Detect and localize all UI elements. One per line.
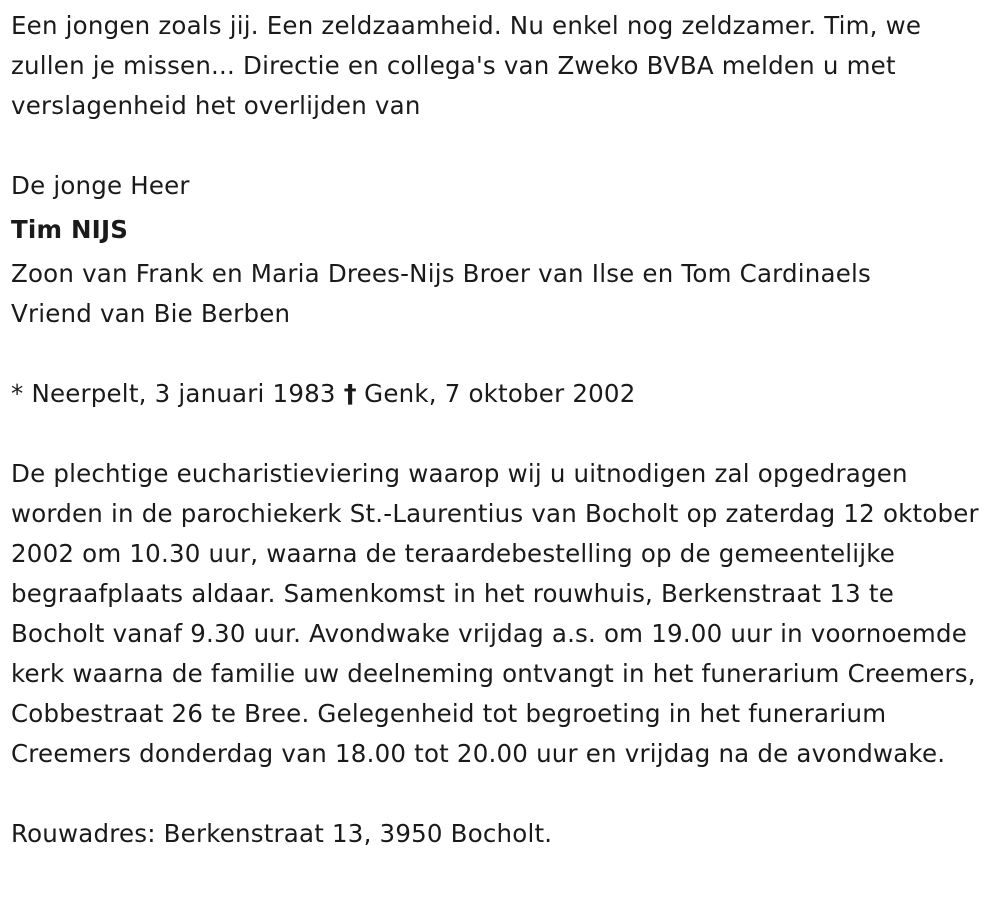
mourning-address: Rouwadres: Berkenstraat 13, 3950 Bocholt. [11, 819, 553, 848]
obituary-notice [11, 6, 986, 854]
title-line: De jonge Heer [11, 171, 190, 200]
spacer [11, 414, 986, 454]
death-info: Genk, 7 oktober 2002 [364, 379, 636, 408]
relations-line-1: Zoon van Frank en Maria Drees-Nijs Broer van Ilse en Tom Cardinaels [11, 259, 871, 288]
spacer [11, 334, 986, 374]
cross-icon: † [343, 379, 357, 408]
spacer [11, 774, 986, 814]
spacer [11, 126, 986, 166]
birth-info: * Neerpelt, 3 januari 1983 [11, 379, 336, 408]
dates-line [11, 374, 986, 414]
intro-paragraph: Een jongen zoals jij. Een zeldzaamheid. Nu enkel nog zeldzamer. Tim, we zullen je missen... Directie en collega's van Zweko BVBA melden u met verslagenheid het overlijden van [11, 11, 922, 120]
relations-line-2: Vriend van Bie Berben [11, 299, 291, 328]
ceremony-paragraph: De plechtige eucharistieviering waarop wij u uitnodigen zal opgedragen worden in de parochiekerk St.-Laurentius van Bocholt op zaterdag 12 oktober 2002 om 10.30 uur, waarna de teraardebestelling op de gemeentelijke begraafplaats aldaar. Samenkomst in het rouwhuis, Berkenstraat 13 te Bocholt vanaf 9.30 uur. Avondwake vrijdag a.s. om 19.00 uur in voornoemde kerk waarna de familie uw deelneming ontvangt in het funerarium Creemers, Cobbestraat 26 te Bree. Gelegenheid tot begroeting in het funerarium Creemers donderdag van 18.00 tot 20.00 uur en vrijdag na de avondwake. [11, 459, 979, 768]
deceased-name: Tim NIJS [11, 215, 129, 244]
